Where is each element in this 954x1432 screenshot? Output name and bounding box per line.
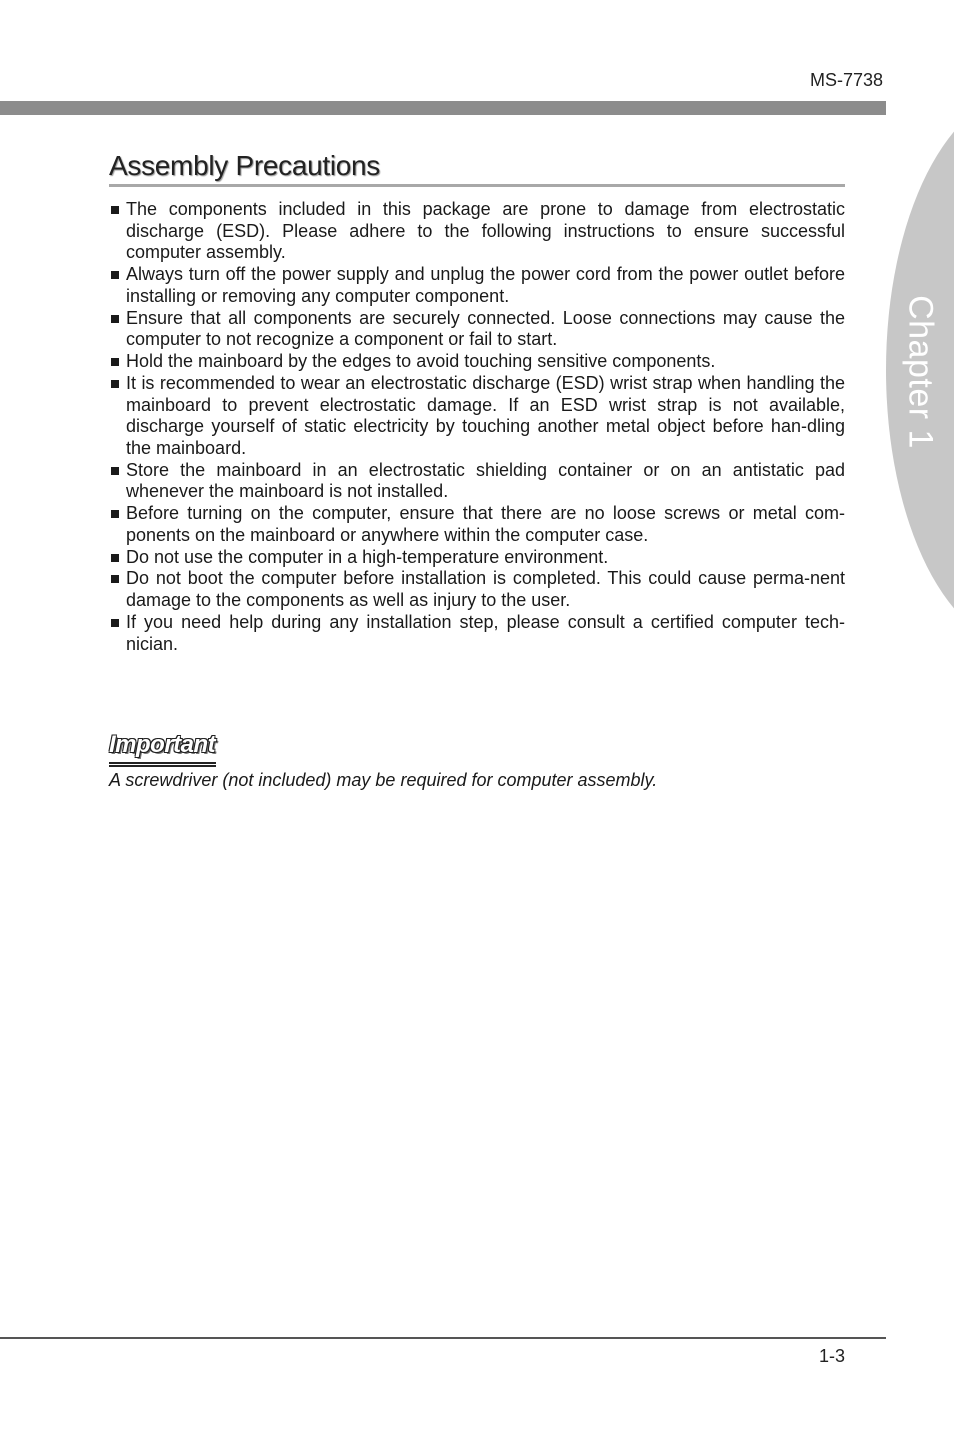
- list-item: [109, 308, 845, 351]
- bullet-square-icon: [111, 467, 119, 475]
- footer-rule: [0, 1337, 886, 1339]
- model-number: MS-7738: [809, 70, 883, 90]
- list-item: [109, 373, 845, 459]
- bullet-square-icon: [111, 358, 119, 366]
- important-underline-second: [109, 765, 216, 767]
- list-item-text: Do not boot the computer before installation is completed. This could cause perma-nent damage to the components as well as injury to the user.: [126, 568, 845, 611]
- bullet-square-icon: [111, 575, 119, 583]
- list-item-text: Ensure that all components are securely connected. Loose connections may cause the computer to not recognize a component or fail to start.: [126, 307, 845, 350]
- important-note: A screwdriver (not included) may be required for computer assembly.: [109, 770, 658, 790]
- list-item-text: It is recommended to wear an electrostatic discharge (ESD) wrist strap when handling the mainboard to prevent electrostatic damage. If an ESD wrist strap is not available, discharge yourself of static electricity by touching another metal object before han-dling the mainboard.: [126, 372, 845, 458]
- list-item-text: Always turn off the power supply and unplug the power cord from the power outlet before installing or removing any computer component.: [126, 264, 845, 306]
- header-bar: [0, 101, 886, 115]
- page-number: 1-3: [818, 1346, 845, 1366]
- bullet-square-icon: [111, 554, 119, 562]
- bullet-square-icon: [111, 510, 119, 518]
- list-item: [109, 351, 845, 373]
- list-item: [109, 568, 845, 611]
- bullet-square-icon: [111, 271, 119, 279]
- list-item: [109, 460, 845, 503]
- bullet-square-icon: [111, 619, 119, 627]
- important-underline: [109, 762, 216, 764]
- list-item: [109, 612, 845, 655]
- list-item-text: Hold the mainboard by the edges to avoid touching sensitive components.: [126, 351, 716, 372]
- list-item: [109, 264, 845, 307]
- important-heading: Important: [109, 731, 216, 758]
- list-item-text: Do not use the computer in a high-temperature environment.: [126, 546, 609, 567]
- title-underline: [109, 184, 845, 187]
- bullet-square-icon: [111, 206, 119, 214]
- list-item-text: Store the mainboard in an electrostatic shielding container or on an antistatic pad whenever the mainboard is not installed.: [126, 459, 845, 502]
- list-item-text: If you need help during any installation step, please consult a certified computer tech-nician.: [126, 611, 845, 654]
- bullet-square-icon: [111, 315, 119, 323]
- list-item: [109, 547, 845, 569]
- precautions-list: [109, 199, 845, 655]
- chapter-tab-label: Chapter 1: [901, 295, 940, 449]
- bullet-square-icon: [111, 380, 119, 388]
- list-item: [109, 199, 845, 264]
- list-item: [109, 503, 845, 546]
- list-item-text: The components included in this package are prone to damage from electrostatic discharge (ESD). Please adhere to the following instructions to ensure successful computer assembly.: [126, 199, 845, 263]
- section-title: Assembly Precautions: [109, 150, 381, 181]
- list-item-text: Before turning on the computer, ensure that there are no loose screws or metal com-ponents on the mainboard or anywhere within the computer case.: [126, 503, 845, 545]
